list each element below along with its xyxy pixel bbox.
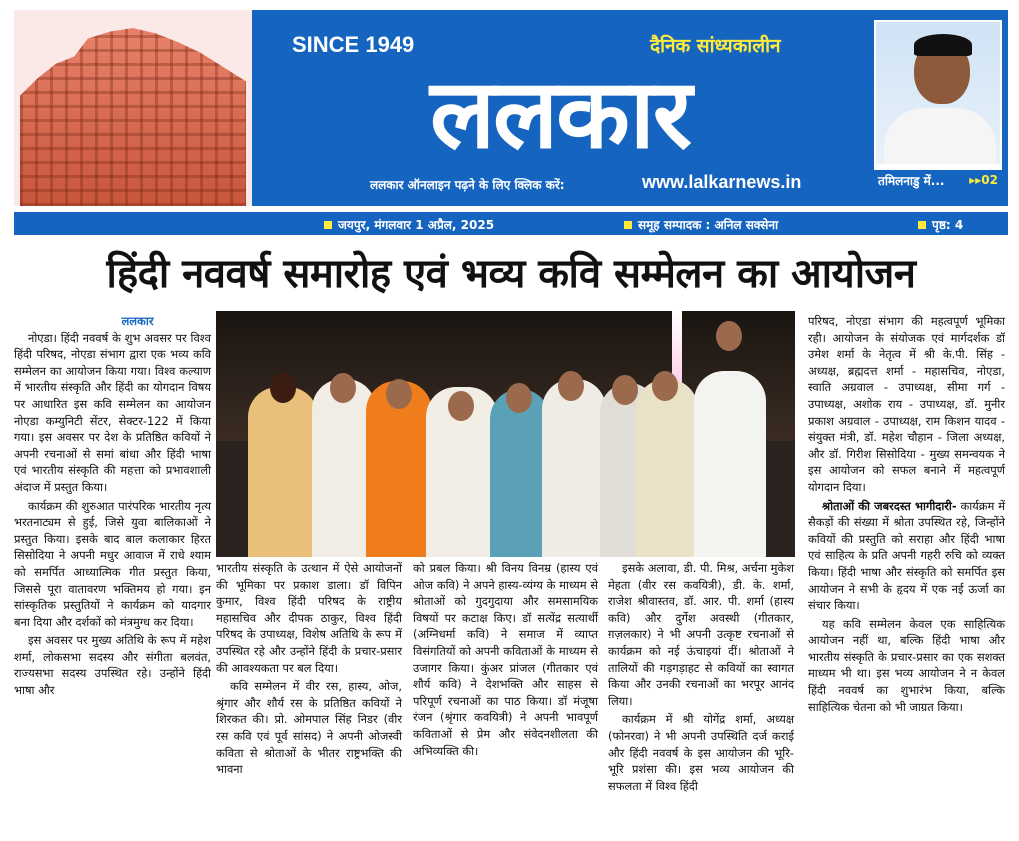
teaser-caption-bar	[874, 170, 1002, 190]
hawa-mahal-photo	[14, 10, 252, 206]
paragraph: को प्रबल किया। श्री विनय विनम्र (हास्य एवं ओज कवि) ने अपने हास्य-व्यंग्य के माध्यम से श्रोताओं को गुदगुदाया और समसामयिक विषयों पर कटाक्ष किए। डॉ सत्येंद्र सत्यार्थी (अग्निधर्मा कवि) ने समाज में व्याप्त विसंगतियों को अपनी कविताओं के माध्यम से उजागर किया। कुंअर प्रांजल (गीतकार एवं शौर्य कवि) ने देशभक्ति और साहस से परिपूर्ण रचनाओं का पाठ किया। डॉ मंजूषा रंजन (श्रृंगार कवयित्री) ने अपनी भावपूर्ण कविताओं से प्रेम और संवेदनशीलता की अभिव्यक्ति की।	[413, 561, 598, 758]
article-column-2	[216, 560, 402, 780]
headline: हिंदी नववर्ष समारोह एवं भव्य कवि सम्मेलन का आयोजन	[106, 251, 916, 297]
bullet-square-icon	[918, 221, 926, 229]
paragraph: कवि सम्मेलन में वीर रस, हास्य, ओज, श्रृंगार और शौर्य रस के प्रतिष्ठित कवियों ने शिरकत की। प्रो. ओमपाल सिंह निडर (वीर रस कवि एवं पूर्व सांसद) ने अपनी ओजस्वी कविता से श्रोताओं के भीतर राष्ट्रभक्ति की भावना	[216, 679, 402, 777]
paragraph: नोएडा। हिंदी नववर्ष के शुभ अवसर पर विश्व हिंदी परिषद, नोएडा संभाग द्वारा एक भव्य कवि सम्मेलन का आयोजन किया गया। विश्व कल्याण में भारतीय संस्कृति और हिंदी का योगदान विषय पर आधारित इस कवि सम्मेलन का आयोजन नोएडा कम्युनिटी सेंटर, सेक्टर-122 में किया गया। इस अवसर पर देश के प्रतिष्ठित कवियों ने अपनी रचनाओं से समां बांधा और हिंदी भाषा एवं भारतीय संस्कृति की महत्ता को प्रभावशाली अंदाज में प्रस्तुत किया।	[14, 330, 211, 494]
website-link[interactable]: www.lalkarnews.in	[642, 172, 802, 192]
paragraph: कार्यक्रम में श्री योगेंद्र शर्मा, अध्यक्ष (फोनरवा) ने भी अपनी उपस्थिति दर्ज कराई और हिंदी नववर्ष के इस आयोजन की भूरि-भूरि प्रशंसा की। इस भव्य आयोजन की सफलता में विश्व हिंदी	[608, 712, 794, 793]
paragraph: परिषद, नोएडा संभाग की महत्वपूर्ण भूमिका रही। आयोजन के संयोजक एवं मार्गदर्शक डॉ उमेश शर्मा के नेतृत्व में श्री के.पी. सिंह - अध्यक्ष, ब्रह्मदत्त शर्मा - महासचिव, नोएडा, स्वाति अग्रवाल - उपाध्यक्ष, सीमा गर्ग - उपाध्यक्ष, अशोक राय - उपाध्यक्ष, डॉ. मुनीर प्रकाश अग्रवाल - उपाध्यक्ष, राम किशन यादव - संयुक्त मंत्री, डॉ. महेश चौहान - जिला अध्यक्ष, और डॉ. गिरीश सिसोदिया - मुख्य समन्वयक ने इस आयोजन को सफल बनाने में महत्वपूर्ण योगदान दिया।	[808, 314, 1005, 494]
paragraph: कार्यक्रम की शुरुआत पारंपरिक भारतीय नृत्य भरतनाट्यम से हुई, जिसे युवा बालिकाओं ने प्रस्तुत किया। इसके बाद बाल कलाकार हिरत सिसोदिया ने अपनी मधुर आवाज में राधे श्याम को समर्पित आध्यात्मिक गीत प्रस्तुत किया, जिससे पूरा वातावरण भक्तिमय हो गया। इन सांस्कृतिक प्रस्तुतियों ने कार्यक्रम को यादगार बना दिया और दर्शकों को मंत्रमुग्ध कर दिया।	[14, 498, 211, 629]
bullet-square-icon	[324, 221, 332, 229]
paragraph: इस अवसर पर मुख्य अतिथि के रूप में महेश शर्मा, लोकसभा सदस्य और संगीता बलवंत, राज्यसभा सदस्य उपस्थित रहे। उन्होंने हिंदी भाषा और	[14, 633, 211, 698]
article-column-1	[14, 313, 211, 701]
editor-credit: समूह सम्पादक : अनिल सक्सेना	[624, 216, 778, 233]
paragraph: भारतीय संस्कृति के उत्थान में ऐसे आयोजनों की भूमिका पर प्रकाश डाला। डॉ विपिन कुमार, विश्व हिंदी परिषद के राष्ट्रीय महासचिव और दीपक ठाकुर, विश्व हिंदी परिषद के उपाध्यक्ष, विशेष अतिथि के रूप में उपस्थित रहे और उन्होंने हिंदी के प्रचार-प्रसार की आवश्यकता पर बल दिया।	[216, 561, 402, 675]
info-bar	[14, 212, 1008, 235]
teaser-caption: तमिलनाडु में...	[878, 173, 945, 188]
article-column-3	[413, 560, 598, 761]
event-photo	[216, 311, 795, 557]
article-column-4	[608, 560, 794, 796]
byline: ललकार	[121, 314, 154, 328]
article-column-5	[808, 313, 1005, 717]
paragraph: इसके अलावा, डी. पी. मिश्र, अर्चना मुकेश मेहता (वीर रस कवयित्री), डी. के. शर्मा, राजेश श्रीवास्तव, डॉ. आर. पी. शर्मा (हास्य कवि) और दुर्गेश अवस्थी (गीतकार, ग़ज़लकार) ने भी अपनी उत्कृष्ट रचनाओं से कार्यक्रम को नई ऊंचाइयां दीं। श्रोताओं ने तालियों की गड़गड़ाहट से कवियों का स्वागत किया और उनकी रचनाओं का भरपूर आनंद लिया।	[608, 561, 794, 708]
newspaper-logo: ललकार	[429, 58, 691, 170]
paragraph: यह कवि सम्मेलन केवल एक साहित्यिक आयोजन नहीं था, बल्कि हिंदी भाषा और भारतीय संस्कृति के प्रचार-प्रसार का एक सशक्त माध्यम भी था। इस भव्य आयोजन ने न केवल हिंदी नववर्ष का शुभारंभ किया, बल्कि साहित्यिक चेतना को भी जाग्रत किया।	[808, 616, 1005, 714]
paragraph-text: कार्यक्रम में सैकड़ों की संख्या में श्रोता उपस्थित रहे, जिन्होंने कवियों की प्रस्तुति को सराहा और हिंदी भाषा एवं साहित्य के प्रति अपनी गहरी रुचि को व्यक्त किया। हिंदी भाषा और संस्कृति को समर्पित इस आयोजन ने सभी के हृदय में एक नई ऊर्जा का संचार किया।	[808, 498, 1006, 613]
tagline: दैनिक सांध्यकालीन	[650, 35, 781, 57]
page-number: पृष्ठ: 4	[918, 216, 963, 233]
teaser-page-number: ▸▸02	[969, 173, 998, 187]
subheading: श्रोताओं की जबरदस्त भागीदारी-	[822, 498, 957, 513]
since-text: SINCE 1949	[292, 32, 415, 57]
bullet-square-icon	[624, 221, 632, 229]
teaser-photo	[876, 22, 1000, 164]
online-read-text: ललकार ऑनलाइन पढ़ने के लिए क्लिक करें:	[370, 178, 565, 192]
paragraph	[808, 498, 1005, 614]
masthead	[14, 10, 1008, 206]
dateline: जयपुर, मंगलवार 1 अप्रैल, 2025	[324, 216, 494, 233]
teaser-box[interactable]	[874, 20, 1002, 190]
